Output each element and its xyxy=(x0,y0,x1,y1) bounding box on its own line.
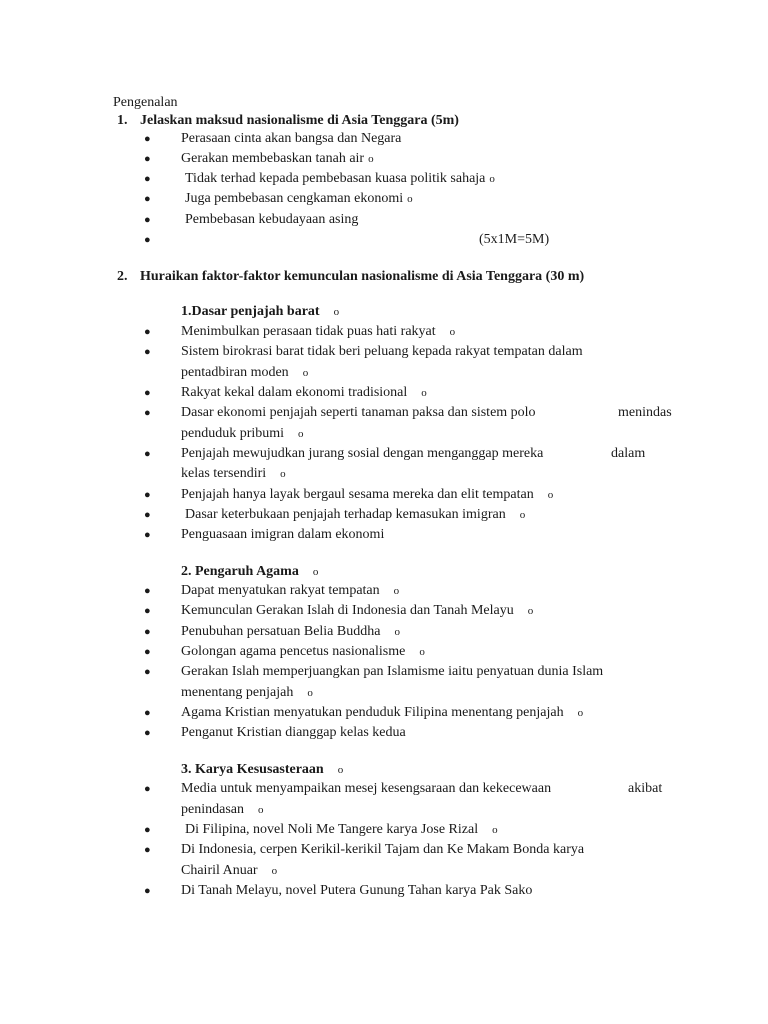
q1-item-2: Gerakan membebaskan tanah air o xyxy=(181,151,374,166)
q1-marks: (5x1M=5M) xyxy=(479,232,550,247)
bullet-icon: ● xyxy=(144,214,151,226)
s1-item-1: Menimbulkan perasaan tidak puas hati rakyat o xyxy=(181,324,456,339)
s3-item-3: Di Indonesia, cerpen Kerikil-kerikil Tajam dan Ke Makam Bonda karya xyxy=(181,842,585,857)
mark-glyph: o xyxy=(419,646,425,658)
mark-glyph: o xyxy=(298,428,304,440)
mark-glyph: o xyxy=(492,824,498,836)
s1-item-3: Rakyat kekal dalam ekonomi tradisional o xyxy=(181,385,427,400)
q1-number: 1. xyxy=(117,113,128,128)
section-2-heading: 2. Pengaruh Agama o xyxy=(181,564,319,579)
mark-glyph: o xyxy=(368,153,374,165)
bullet-icon: ● xyxy=(144,666,151,678)
s2-item-7: Penganut Kristian dianggap kelas kedua xyxy=(181,725,406,740)
bullet-icon: ● xyxy=(144,885,151,897)
mark-glyph: o xyxy=(302,367,309,379)
mark-glyph: o xyxy=(337,764,344,776)
q1-item-5: Pembebasan kebudayaan asing xyxy=(185,212,359,227)
q2-number: 2. xyxy=(117,269,128,284)
s2-item-1: Dapat menyatukan rakyat tempatan o xyxy=(181,583,400,598)
bullet-icon: ● xyxy=(144,193,151,205)
bullet-icon: ● xyxy=(144,448,151,460)
s1-item-2: Sistem birokrasi barat tidak beri peluang kepada rakyat tempatan dalam xyxy=(181,344,583,359)
s1-item-6: Penjajah hanya layak bergaul sesama mereka dan elit tempatan o xyxy=(181,487,554,502)
bullet-icon: ● xyxy=(144,844,151,856)
bullet-icon: ● xyxy=(144,727,151,739)
s1-item-7: Dasar keterbukaan penjajah terhadap kemasukan imigran o xyxy=(185,507,526,522)
mark-glyph: o xyxy=(280,468,286,480)
mark-glyph: o xyxy=(393,585,400,597)
bullet-icon: ● xyxy=(144,605,151,617)
bullet-icon: ● xyxy=(144,509,151,521)
s3-item-4: Di Tanah Melayu, novel Putera Gunung Tahan karya Pak Sako xyxy=(181,883,533,898)
mark-glyph: o xyxy=(547,489,554,501)
bullet-icon: ● xyxy=(144,387,151,399)
s2-item-6: Agama Kristian menyatukan penduduk Filipina menentang penjajah o xyxy=(181,705,584,720)
mark-glyph: o xyxy=(312,566,319,578)
bullet-icon: ● xyxy=(144,646,151,658)
s1-item-5-right: dalam xyxy=(611,446,646,461)
s3-item-1-right: akibat xyxy=(628,781,663,796)
bullet-icon: ● xyxy=(144,707,151,719)
q1-item-1: Perasaan cinta akan bangsa dan Negara xyxy=(181,131,402,146)
mark-glyph: o xyxy=(527,605,534,617)
bullet-icon: ● xyxy=(144,153,151,165)
q1-title: Jelaskan maksud nasionalisme di Asia Tenggara (5m) xyxy=(140,113,459,128)
s3-item-1-cont: penindasan o xyxy=(181,802,264,817)
intro-label: Pengenalan xyxy=(113,95,178,110)
q1-item-4: Juga pembebasan cengkaman ekonomi o xyxy=(185,191,413,206)
mark-glyph: o xyxy=(307,687,313,699)
bullet-icon: ● xyxy=(144,173,151,185)
s1-item-5-cont: kelas tersendiri o xyxy=(181,466,286,481)
section-3-heading: 3. Karya Kesusasteraan o xyxy=(181,762,344,777)
s1-item-4-right: menindas xyxy=(618,405,672,420)
bullet-icon: ● xyxy=(144,234,151,246)
bullet-icon: ● xyxy=(144,783,151,795)
mark-glyph: o xyxy=(257,804,264,816)
mark-glyph: o xyxy=(271,865,278,877)
bullet-icon: ● xyxy=(144,133,151,145)
bullet-icon: ● xyxy=(144,346,151,358)
mark-glyph: o xyxy=(421,387,427,399)
mark-glyph: o xyxy=(519,509,526,521)
s2-item-5: Gerakan Islah memperjuangkan pan Islamisme iaitu penyatuan dunia Islam xyxy=(181,664,604,679)
s1-item-4-cont: penduduk pribumi o xyxy=(181,426,304,441)
mark-glyph: o xyxy=(333,306,340,318)
s3-item-3-cont: Chairil Anuar o xyxy=(181,863,278,878)
s1-item-5: Penjajah mewujudkan jurang sosial dengan menganggap mereka xyxy=(181,446,544,461)
bullet-icon: ● xyxy=(144,626,151,638)
bullet-icon: ● xyxy=(144,824,151,836)
mark-glyph: o xyxy=(489,173,495,185)
s1-item-2-cont: pentadbiran moden o xyxy=(181,365,309,380)
mark-glyph: o xyxy=(449,326,456,338)
bullet-icon: ● xyxy=(144,489,151,501)
section-1-heading: 1.Dasar penjajah barat o xyxy=(181,304,340,319)
s3-item-2: Di Filipina, novel Noli Me Tangere karya Jose Rizal o xyxy=(185,822,498,837)
s2-item-2: Kemunculan Gerakan Islah di Indonesia dan Tanah Melayu o xyxy=(181,603,534,618)
q1-item-3: Tidak terhad kepada pembebasan kuasa politik sahaja o xyxy=(185,171,495,186)
mark-glyph: o xyxy=(407,193,413,205)
q2-title: Huraikan faktor-faktor kemunculan nasionalisme di Asia Tenggara (30 m) xyxy=(140,269,585,284)
s2-item-3: Penubuhan persatuan Belia Buddha o xyxy=(181,624,400,639)
mark-glyph: o xyxy=(394,626,400,638)
s2-item-4: Golongan agama pencetus nasionalisme o xyxy=(181,644,425,659)
bullet-icon: ● xyxy=(144,585,151,597)
mark-glyph: o xyxy=(577,707,584,719)
bullet-icon: ● xyxy=(144,529,151,541)
s3-item-1: Media untuk menyampaikan mesej kesengsaraan dan kekecewaan xyxy=(181,781,552,796)
s1-item-8: Penguasaan imigran dalam ekonomi xyxy=(181,527,385,542)
bullet-icon: ● xyxy=(144,326,151,338)
s1-item-4: Dasar ekonomi penjajah seperti tanaman paksa dan sistem polo xyxy=(181,405,536,420)
s2-item-5-cont: menentang penjajah o xyxy=(181,685,313,700)
bullet-icon: ● xyxy=(144,407,151,419)
